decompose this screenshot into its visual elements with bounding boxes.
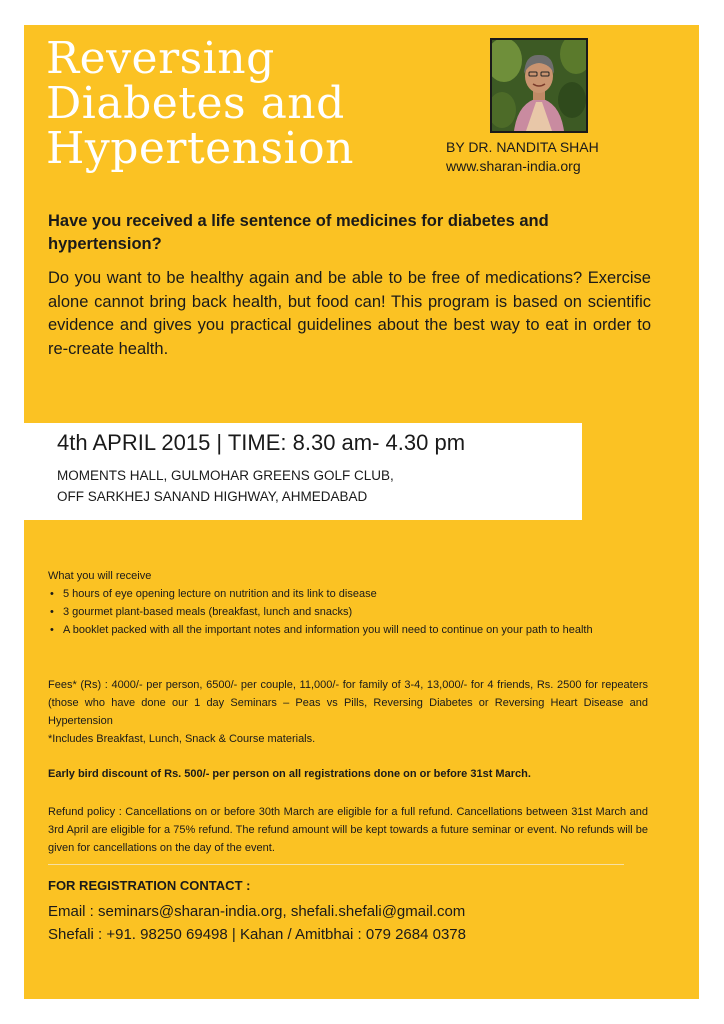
registration-heading: FOR REGISTRATION CONTACT : <box>48 878 251 893</box>
intro-paragraph: Do you want to be healthy again and be able to be free of medications? Exercise alone cannot bring back health, but food can! This program is based on scientific evidence and gives you practical guidelines about the best way to eat in order to re-create health. <box>48 269 651 358</box>
website-link[interactable]: www.sharan-india.org <box>446 158 581 174</box>
venue-line-2: OFF SARKHEJ SANAND HIGHWAY, AHMEDABAD <box>57 489 368 504</box>
event-venue <box>57 465 394 507</box>
author-name: BY DR. NANDITA SHAH <box>446 139 599 155</box>
early-bird-offer: Early bird discount of Rs. 500/- per person on all registrations done on or before 31st March. <box>48 768 531 780</box>
registration-phone[interactable]: Shefali : +91. 98250 69498 | Kahan / Amitbhai : 079 2684 0378 <box>48 926 466 943</box>
title-line-3: Hypertension <box>46 123 355 174</box>
receive-list <box>48 585 648 639</box>
receive-item-booklet: • A booklet packed with all the important notes and information you will need to continue on your path to health <box>48 621 648 639</box>
receive-item-meals: • 3 gourmet plant-based meals (breakfast, lunch and snacks) <box>48 603 648 621</box>
section-divider <box>48 864 624 865</box>
fees-section <box>48 676 648 748</box>
poster-title <box>46 33 355 174</box>
title-line-2: Diabetes and <box>46 78 345 129</box>
fees-note: *Includes Breakfast, Lunch, Snack & Course materials. <box>48 733 316 745</box>
venue-line-1: MOMENTS HALL, GULMOHAR GREENS GOLF CLUB, <box>57 468 394 483</box>
byline <box>446 138 599 176</box>
receive-section <box>48 567 648 639</box>
author-photo <box>490 38 588 133</box>
receive-heading: What you will receive <box>48 570 152 582</box>
event-date-time: 4th APRIL 2015 | TIME: 8.30 am- 4.30 pm <box>57 430 466 455</box>
headline-question: Have you received a life sentence of medicines for diabetes and hypertension? <box>48 212 549 253</box>
refund-policy: Refund policy : Cancellations on or before 30th March are eligible for a full refund. Cancellations between 31st March and 3rd April are eligible for a 75% refund. The refund amount will be kept towards a future seminar or event. No refunds will be given for cancellations on the day of the event. <box>48 806 648 854</box>
registration-email[interactable]: Email : seminars@sharan-india.org, shefali.shefali@gmail.com <box>48 903 466 920</box>
title-line-1: Reversing <box>46 33 275 84</box>
fees-text: Fees* (Rs) : 4000/- per person, 6500/- per couple, 11,000/- for family of 3-4, 13,000/- for 4 friends, Rs. 2500 for repeaters (those who have done our 1 day Seminars – Peas vs Pills, Reversing Diabetes or Reversing Heart Disease and Hypertension <box>48 679 648 727</box>
receive-item-lecture: • 5 hours of eye opening lecture on nutrition and its link to disease <box>48 585 648 603</box>
